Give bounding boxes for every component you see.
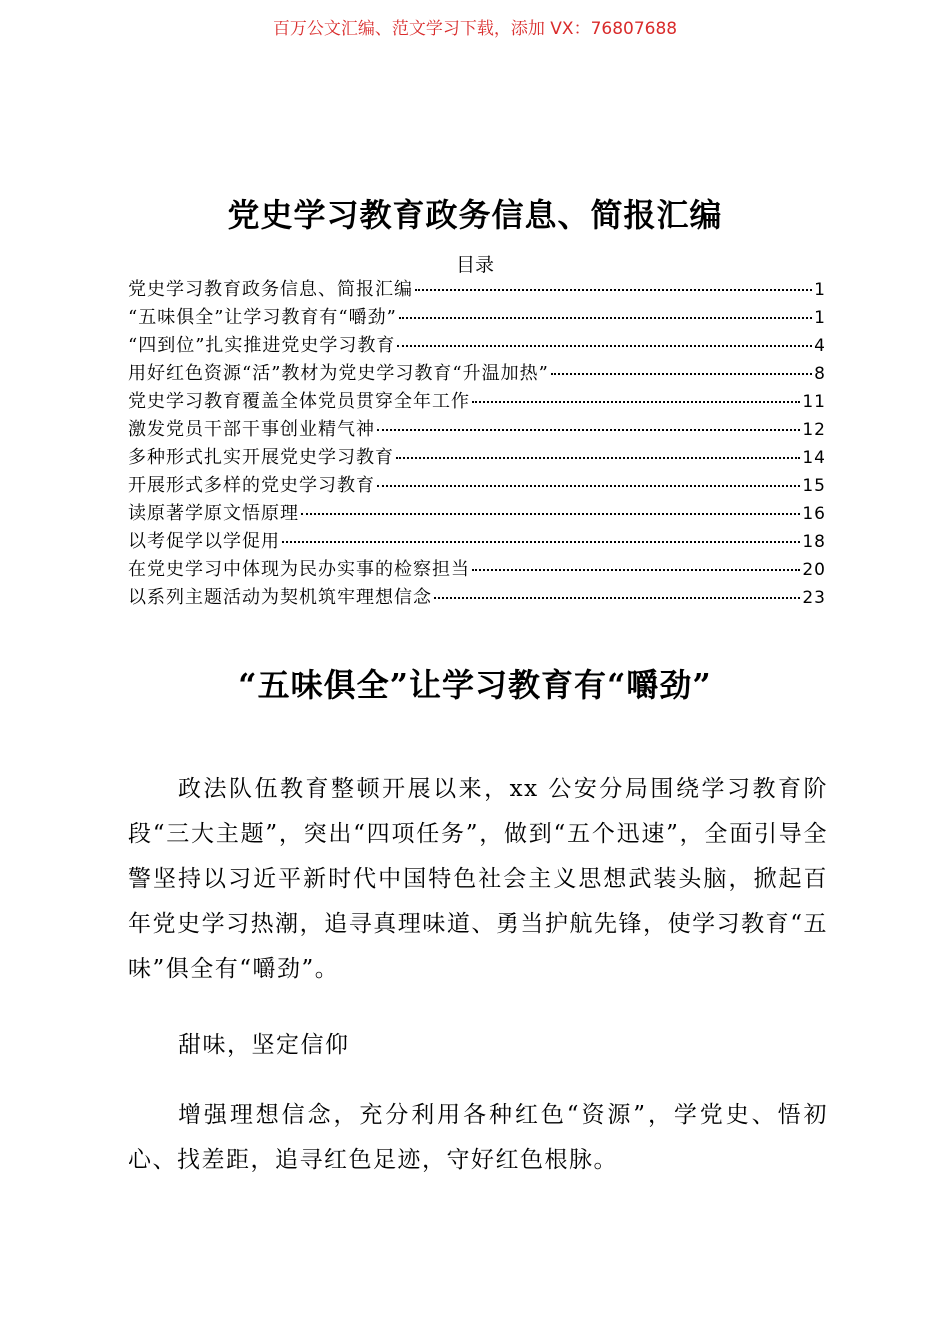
toc-leader-dots (282, 541, 800, 543)
toc-leader-dots (472, 569, 800, 571)
body-paragraph: 增强理想信念，充分利用各种红色“资源”，学党史、悟初心、找差距，追寻红色足迹，守好红色根脉。 (128, 1102, 828, 1173)
toc-leader-dots (397, 345, 812, 347)
toc-entry-page: 20 (802, 560, 826, 580)
toc-entry-page: 1 (814, 280, 826, 300)
toc-leader-dots (396, 457, 800, 459)
toc-entry-title: 在党史学习中体现为民办实事的检察担当 (128, 559, 470, 580)
section-title: “五味俱全”让学习教育有“嚼劲” (238, 666, 712, 704)
toc-entry-title: “四到位”扎实推进党史学习教育 (128, 335, 396, 356)
toc-entry-title: 多种形式扎实开展党史学习教育 (128, 447, 394, 468)
toc-entry[interactable] (128, 276, 826, 304)
toc-entry[interactable] (128, 444, 826, 472)
toc-entry-title: 以考促学以学促用 (128, 531, 280, 552)
toc-leader-dots (472, 401, 800, 403)
toc-entry[interactable] (128, 360, 826, 388)
toc-entry-page: 4 (814, 336, 826, 356)
body-paragraph: 政法队伍教育整顿开展以来，xx 公安分局围绕学习教育阶段“三大主题”，突出“四项任务”，做到“五个迅速”，全面引导全警坚持以习近平新时代中国特色社会主义思想武装头脑，掀起百年党史学习热潮，追寻真理味道、勇当护航先锋，使学习教育“五味”俱全有“嚼劲”。 (128, 776, 828, 982)
toc-entry-page: 1 (814, 308, 826, 328)
toc-entry[interactable] (128, 556, 826, 584)
toc-entry[interactable] (128, 332, 826, 360)
toc-entry-page: 14 (802, 448, 826, 468)
toc-entry-page: 15 (802, 476, 826, 496)
subheading: 甜味，坚定信仰 (178, 1032, 350, 1058)
toc-entry[interactable] (128, 388, 826, 416)
toc-entry-title: 党史学习教育覆盖全体党员贯穿全年工作 (128, 391, 470, 412)
toc-leader-dots (377, 429, 800, 431)
toc-entry-title: 激发党员干部干事创业精气神 (128, 419, 375, 440)
toc-entry[interactable] (128, 304, 826, 332)
toc-leader-dots (399, 317, 812, 319)
toc-entry-page: 18 (802, 532, 826, 552)
document-title: 党史学习教育政务信息、简报汇编 (227, 196, 723, 234)
toc-heading: 目录 (455, 254, 494, 276)
toc-entry[interactable] (128, 584, 826, 612)
toc-entry[interactable] (128, 472, 826, 500)
toc-entry-title: 以系列主题活动为契机筑牢理想信念 (128, 587, 432, 608)
toc-entry-page: 11 (802, 392, 826, 412)
toc-leader-dots (415, 289, 812, 291)
toc-entry-title: “五味俱全”让学习教育有“嚼劲” (128, 307, 397, 328)
toc-entry[interactable] (128, 416, 826, 444)
toc-entry-title: 用好红色资源“活”教材为党史学习教育“升温加热” (128, 363, 549, 384)
toc-entry-page: 16 (802, 504, 826, 524)
toc-entry[interactable] (128, 500, 826, 528)
watermark-header: 百万公文汇编、范文学习下载，添加 VX：76807688 (272, 19, 678, 39)
toc-entry-title: 读原著学原文悟原理 (128, 503, 299, 524)
toc-entry-page: 12 (802, 420, 826, 440)
toc-entry-page: 8 (814, 364, 826, 384)
toc-entry-title: 党史学习教育政务信息、简报汇编 (128, 279, 413, 300)
toc-entry-page: 23 (802, 588, 826, 608)
toc-leader-dots (377, 485, 800, 487)
toc-entry-title: 开展形式多样的党史学习教育 (128, 475, 375, 496)
toc-leader-dots (551, 373, 812, 375)
toc-leader-dots (301, 513, 800, 515)
toc-leader-dots (434, 597, 800, 599)
toc-entry[interactable] (128, 528, 826, 556)
table-of-contents (128, 276, 826, 612)
